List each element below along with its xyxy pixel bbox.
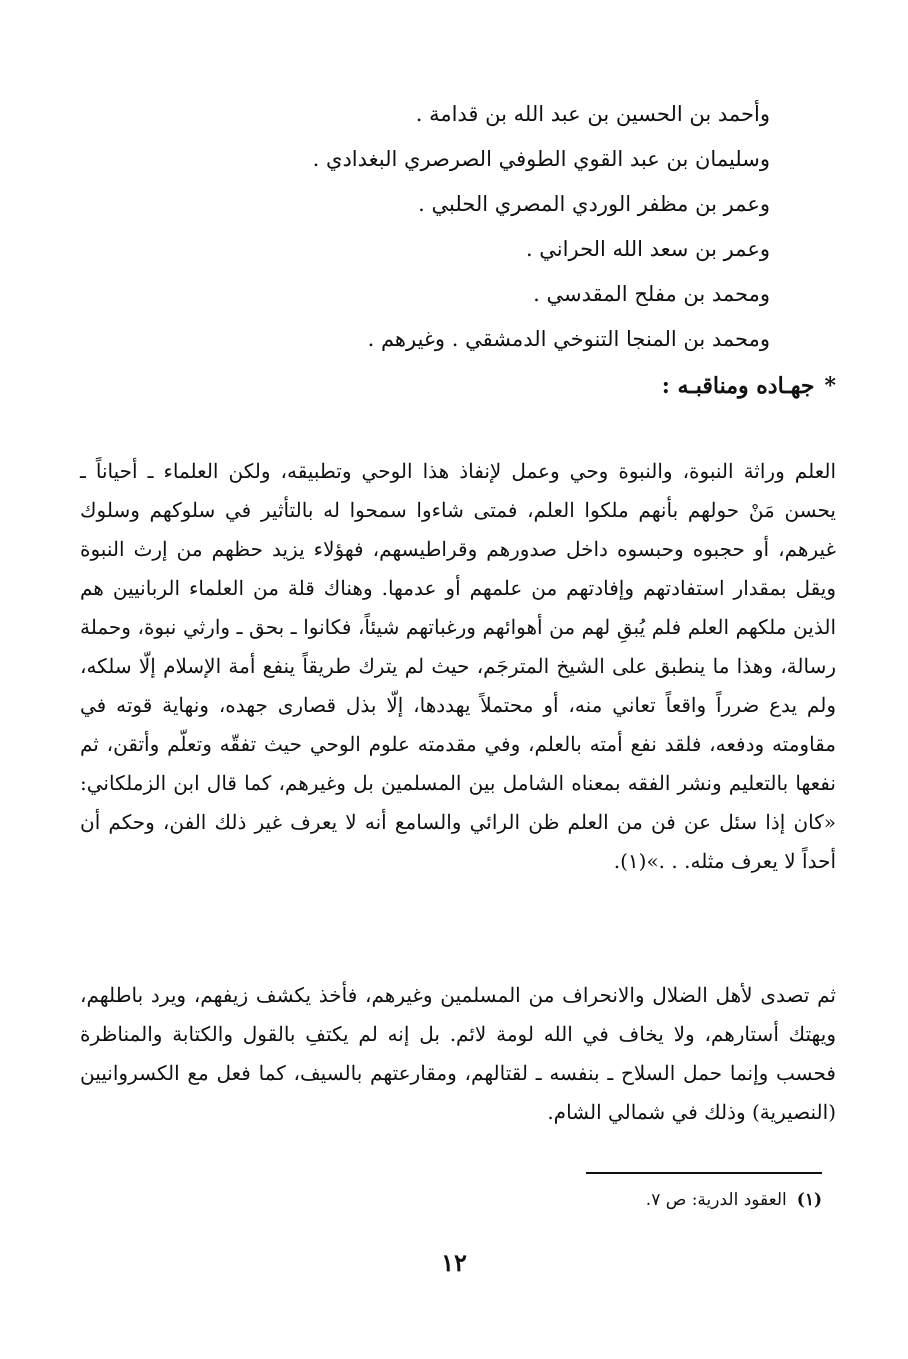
list-item: وأحمد بن الحسين بن عبد الله بن قدامة . — [415, 102, 770, 126]
list-item: وسليمان بن عبد القوي الطوفي الصرصري البغدادي . — [312, 147, 770, 171]
footnote-divider — [586, 1172, 822, 1174]
star-icon: * — [824, 373, 836, 399]
section-heading — [662, 373, 836, 399]
body-paragraph: العلم وراثة النبوة، والنبوة وحي وعمل لإنفاذ هذا الوحي وتطبيقه، ولكن العلماء ـ أحياناً ـ يحسن مَنْ حولهم بأنهم ملكوا العلم، فمتى شاءوا سمحوا له بالتأثير في سلوكهم وسلوك غيرهم، أو حجبوه وحبسوه داخل صدورهم وقراطيسهم، فهؤلاء يزيد حظهم من إرث النبوة ويقل بمقدار استفادتهم وإفادتهم من علمهم أو عدمها. وهناك قلة من العلماء الربانيين هم الذين ملكهم العلم فلم يُبقِ لهم من أهوائهم ورغباتهم شيئاً، فكانوا ـ بحق ـ وارثي نبوة، وحملة رسالة، وهذا ما ينطبق على الشيخ المترجَم، حيث لم يترك طريقاً ينفع أمة الإسلام إلّا سلكه، ولم يدع ضرراً واقعاً تعاني منه، أو محتملاً يهددها، إلّا بذل قصارى جهده، ونهاية قوته في مقاومته ودفعه، فلقد نفع أمته بالعلم، وفي مقدمته علوم الوحي حيث تفقّه وتعلّم وأتقن، ثم نفعها بالتعليم ونشر الفقه بمعناه الشامل بين المسلمين بل وغيرهم، كما قال ابن الزملكاني: «كان إذا سئل عن فن من العلم ظن الرائي والسامع أنه لا يعرف غير ذلك الفن، وحكم أن أحداً لا يعرف مثله. . .»(١). — [80, 459, 836, 873]
footnote-marker: (١) — [796, 1190, 822, 1210]
list-item: وعمر بن سعد الله الحراني . — [525, 237, 770, 261]
page-number: ١٢ — [441, 1248, 467, 1277]
section-title: جهـاده ومناقبـه : — [661, 373, 815, 399]
footnote-text: العقود الدرية: ص ٧. — [645, 1190, 787, 1210]
footnote — [646, 1190, 822, 1210]
list-item: وعمر بن مظفر الوردي المصري الحلبي . — [418, 192, 770, 216]
names-list — [250, 92, 770, 362]
body-paragraph: ثم تصدى لأهل الضلال والانحراف من المسلمين وغيرهم، فأخذ يكشف زيفهم، ويرد باطلهم، ويهتك أستارهم، ولا يخاف في الله لومة لائم. بل إنه لم يكتفِ بالقول والكتابة والمناظرة فحسب وإنما حمل السلاح ـ بنفسه ـ لقتالهم، ومقارعتهم بالسيف، كما فعل مع الكسروانيين (النصيرية) وذلك في شمالي الشام. — [80, 983, 836, 1124]
list-item: ومحمد بن مفلح المقدسي . — [533, 282, 770, 306]
list-item: ومحمد بن المنجا التنوخي الدمشقي . وغيرهم . — [367, 327, 770, 351]
